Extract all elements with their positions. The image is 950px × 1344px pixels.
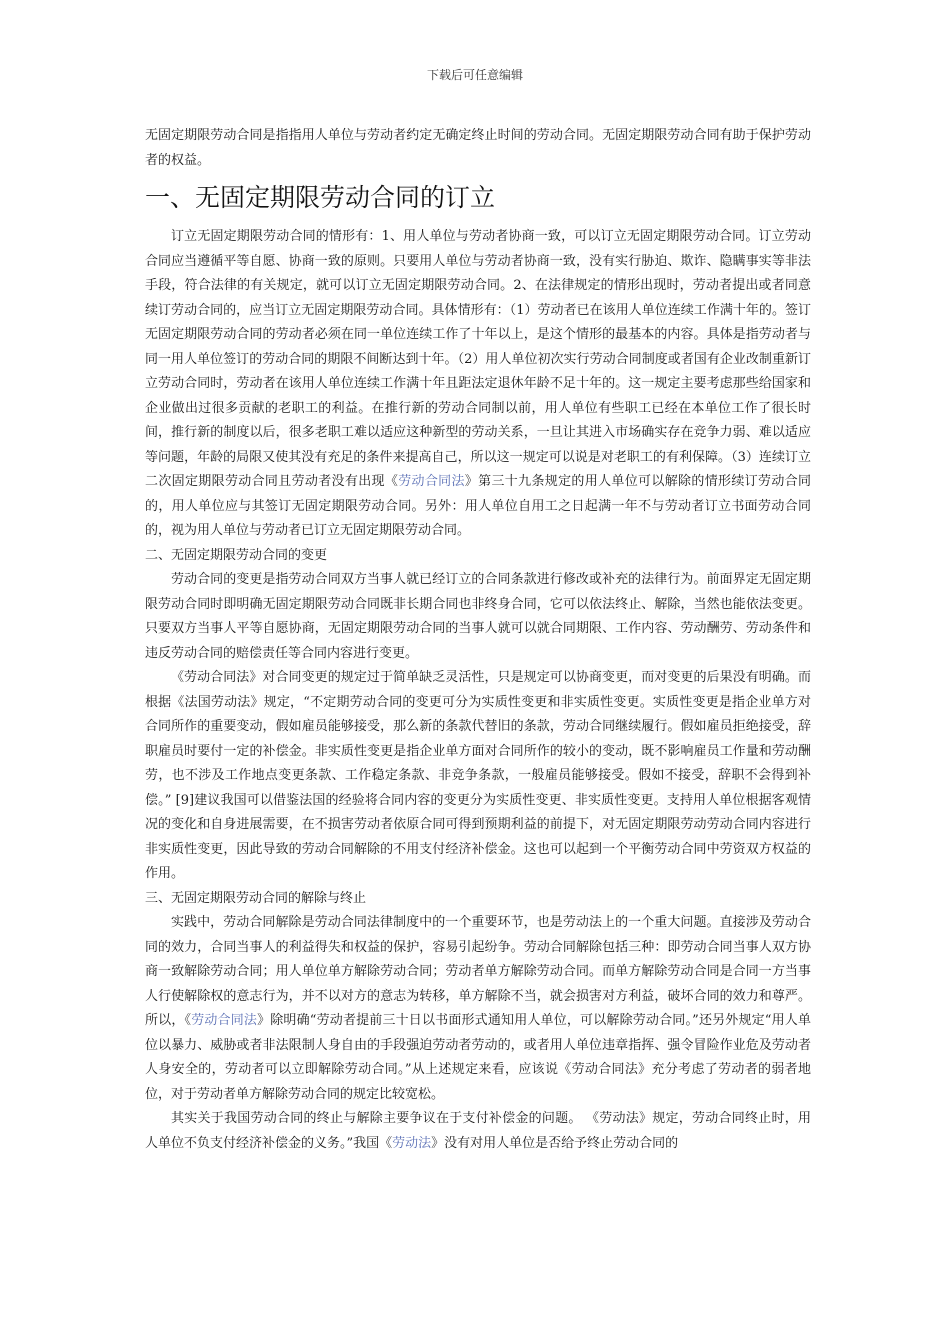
text-run: 》第三十九条规定的用人单位可以解除的情形续订劳动合同的，用人单位应与其签订无固定期限劳动合同。另外：用人单位自用工之日起满一年不与劳动者订立书面劳动合同的，视为用人单位与劳动者已订立无固定期限劳动合同。 <box>145 474 811 538</box>
section2-paragraph-2: 《劳动合同法》对合同变更的规定过于简单缺乏灵活性，只是规定可以协商变更，而对变更的后果没有明确。而根据《法国劳动法》规定，“不定期劳动合同的变更可分为实质性变更和非实质性变更。实质性变更是指企业单方对合同所作的重要变动，假如雇员能够接受，那么新的条款代替旧的条款，劳动合同继续履行。假如雇员拒绝接受，辞职雇员时要付一定的补偿金。非实质性变更是指企业单方面对合同所作的较小的变动，既不影响雇员工作量和劳动酬劳，也不涉及工作地点变更条款、工作稳定条款、非竞争条款，一般雇员能够接受。假如不接受，辞职不会得到补偿。” [9]建议我国可以借鉴法国的经验将合同内容的变更分为实质性变更、非实质性变更。支持用人单位根据客观情况的变化和自身进展需要，在不损害劳动者依原合同可得到预期利益的前提下，对无固定期限劳动劳动合同内容进行非实质性变更，因此导致的劳动合同解除的不用支付经济补偿金。这也可以起到一个平衡劳动合同中劳资双方权益的作用。 <box>145 670 811 881</box>
document-body <box>145 124 811 1156</box>
section3-heading: 三、无固定期限劳动合同的解除与终止 <box>145 890 367 906</box>
text-run: 实践中，劳动合同解除是劳动合同法律制度中的一个重要环节，也是劳动法上的一个重大问题。直接涉及劳动合同的效力，合同当事人的利益得失和权益的保护，容易引起纷争。劳动合同解除包括三种：即劳动合同当事人双方协商一致解除劳动合同；用人单位单方解除劳动合同；劳动者单方解除劳动合同。而单方解除劳动合同是合同一方当事人行使解除权的意志行为，并不以对方的意志为转移，单方解除不当，就会损害对方利益，破坏合同的效力和尊严。所以，《 <box>145 915 811 1028</box>
section3-paragraph-2 <box>145 1107 811 1156</box>
text-run: 订立无固定期限劳动合同的情形有：1、用人单位与劳动者协商一致，可以订立无固定期限劳动合同。订立劳动合同应当遵循平等自愿、协商一致的原则。只要用人单位与劳动者协商一致，没有实行胁迫、欺诈、隐瞒事实等非法手段，符合法律的有关规定，就可以订立无固定期限劳动合同。2、在法律规定的情形出现时，劳动者提出或者同意续订劳动合同的，应当订立无固定期限劳动合同。具体情形有：（1）劳动者已在该用人单位连续工作满十年的。签订无固定期限劳动合同的劳动者必须在同一单位连续工作了十年以上，是这个情形的最基本的内容。具体是指劳动者与同一用人单位签订的劳动合同的期限不间断达到十年。（2）用人单位初次实行劳动合同制度或者国有企业改制重新订立劳动合同时，劳动者在该用人单位连续工作满十年且距法定退休年龄不足十年的。这一规定主要考虑那些给国家和企业做出过很多贡献的老职工的利益。在推行新的劳动合同制以前，用人单位有些职工已经在本单位工作了很长时间，推行新的制度以后，很多老职工难以适应这种新型的劳动关系，一旦让其进入市场确实存在竞争力弱、难以适应等问题，年龄的局限又使其没有充足的条件来提高自己，所以这一规定可以说是对老职工的有利保障。（3）连续订立二次固定期限劳动合同且劳动者没有出现《 <box>145 229 811 489</box>
law-link[interactable]: 劳动法 <box>392 1135 432 1151</box>
intro-paragraph: 无固定期限劳动合同是指指用人单位与劳动者约定无确定终止时间的劳动合同。无固定期限劳动合同有助于保护劳动者的权益。 <box>145 128 811 168</box>
section3-paragraph-1 <box>145 911 811 1107</box>
section1-heading: 一、无固定期限劳动合同的订立 <box>145 183 496 212</box>
text-run: 》没有对用人单位是否给予终止劳动合同的 <box>431 1135 679 1151</box>
law-link[interactable]: 劳动合同法 <box>398 474 465 489</box>
page-header: 下载后可任意编辑 <box>426 68 523 82</box>
text-run: 其实关于我国劳动合同的终止与解除主要争议在于支付补偿金的问题。 《劳动法》规定，劳动合同终止时，用人单位不负支付经济补偿金的义务。”我国《 <box>145 1111 811 1151</box>
section2-heading: 二、无固定期限劳动合同的变更 <box>145 547 328 563</box>
text-run: 》除明确“劳动者提前三十日以书面形式通知用人单位，可以解除劳动合同。”还另外规定“用人单位以暴力、威胁或者非法限制人身自由的手段强迫劳动者劳动的，或者用人单位违章指挥、强令冒险作业危及劳动者人身安全的，劳动者可以立即解除劳动合同。”从上述规定来看，应该说《劳动合同法》充分考虑了劳动者的弱者地位，对于劳动者单方解除劳动合同的规定比较宽松。 <box>145 1013 811 1102</box>
section1-paragraph <box>145 225 811 544</box>
section2-paragraph-1: 劳动合同的变更是指劳动合同双方当事人就已经订立的合同条款进行修改或补充的法律行为。前面界定无固定期限劳动合同时即明确无固定期限劳动合同既非长期合同也非终身合同，它可以依法终止、解除，当然也能依法变更。只要双方当事人平等自愿协商，无固定期限劳动合同的当事人就可以就合同期限、工作内容、劳动酬劳、劳动条件和违反劳动合同的赔偿责任等合同内容进行变更。 <box>145 572 811 661</box>
law-link[interactable]: 劳动合同法 <box>191 1013 258 1028</box>
